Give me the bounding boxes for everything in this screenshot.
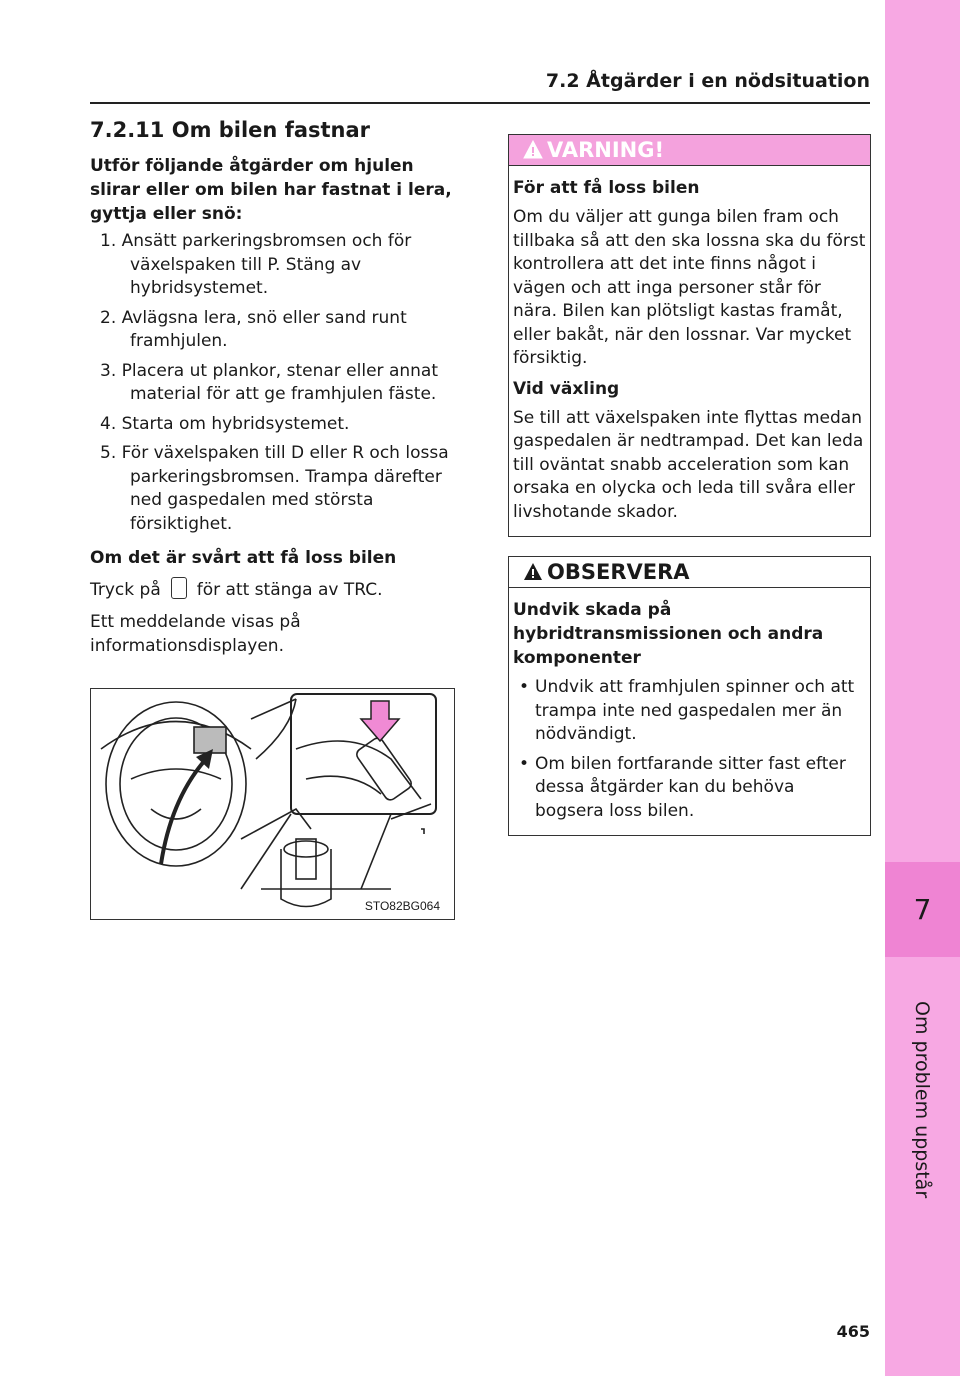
warning-triangle-icon [523,562,543,582]
chapter-number-tab[interactable] [885,862,960,957]
chapter-label [911,1001,933,1199]
notice-bullets [513,676,866,823]
notice-header [509,557,870,588]
chapter-label-text: Om problem uppstår [911,1001,933,1199]
display-note: Ett meddelande visas på informationsdisplayen. [90,612,301,656]
list-item: 1. Ansätt parkeringsbromsen och för växelspaken till P. Stäng av hybridsystemet. [100,231,412,298]
main-column [90,118,455,666]
page-header: 7.2 Åtgärder i en nödsituation [545,70,870,92]
page-number: 465 [836,1322,870,1341]
list-item: • Undvik att framhjulen spinner och att trampa inte ned gaspedalen mer än nödvändigt. [513,676,866,747]
section-title: 7.2.11 Om bilen fastnar [90,118,371,142]
warning-header [509,135,870,166]
warning-paragraph: Om du väljer att gunga bilen fram och tillbaka så att den ska lossna ska du först kontrollera att det inte finns något i vägen och att inga personer står för nära. Bilen kan plötsligt kastas framåt, eller bakåt, när den lossnar. Var mycket försiktig. [513,207,866,368]
figure-code: STO82BG064 [364,899,440,913]
list-item: 3. Placera ut plankor, stenar eller annat material för att ge framhjulen fäste. [100,360,438,404]
list-item: 4. Starta om hybridsystemet. [100,413,350,434]
list-item: 2. Avlägsna lera, snö eller sand runt framhjulen. [100,307,407,351]
dashboard-illustration [90,688,455,920]
section-intro: Utför följande åtgärder om hjulen slirar eller om bilen har fastnat i lera, gyttja eller snö: [90,156,452,224]
warning-box [508,134,871,537]
step-list [90,230,455,536]
list-item: 5. För växelspaken till D eller R och lossa parkeringsbromsen. Trampa därefter ned gaspedalen med största försiktighet. [100,443,449,534]
warning-body [509,166,870,536]
header-divider [90,102,870,104]
notice-box [508,556,871,836]
chapter-number: 7 [913,893,932,926]
subheading: Om det är svårt att få loss bilen [90,548,397,568]
trc-off-icon [171,577,187,599]
notice-subheading: Undvik skada på hybridtransmissionen och andra komponenter [513,600,824,668]
warning-subheading: Vid växling [513,378,620,399]
trc-instruction-before: Tryck på [90,580,161,600]
notice-title: OBSERVERA [547,560,690,584]
dashboard-drawing [91,689,454,919]
warning-triangle-icon [523,140,543,160]
warning-title: VARNING! [547,138,665,162]
list-item: • Om bilen fortfarande sitter fast efter dessa åtgärder kan du behöva bogsera loss bilen. [513,753,866,824]
trc-instruction [90,578,455,602]
warning-subheading: För att få loss bilen [513,178,700,198]
warning-paragraph: Se till att växelspaken inte flyttas medan gaspedalen är nedtrampad. Det kan leda till oväntat snabb acceleration som kan orsaka en olycka och leda till svåra eller livshotande skador. [513,407,864,522]
notice-body [509,588,870,835]
trc-instruction-after: för att stänga av TRC. [196,580,383,600]
